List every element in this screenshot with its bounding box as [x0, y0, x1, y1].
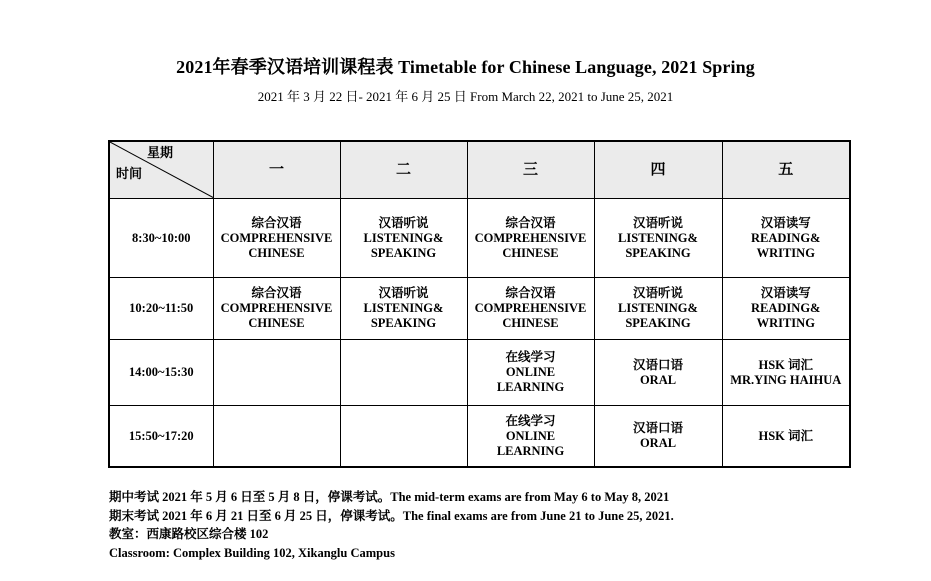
course-text: 综合汉语 [251, 215, 302, 230]
course-text: SPEAKING [625, 316, 691, 330]
course-text: 汉语听说 [378, 215, 429, 230]
course-text: READING& [751, 230, 821, 245]
corner-weekday-label: 星期 [147, 145, 174, 160]
classroom-cn: 教室：西康路校区综合楼 102 [109, 527, 269, 541]
course-cell [722, 406, 850, 468]
day-header: 四 [594, 141, 722, 199]
course-cell [467, 278, 594, 340]
course-text: CHINESE [502, 316, 559, 330]
course-text: 综合汉语 [251, 286, 302, 300]
course-text: LEARNING [496, 443, 565, 458]
time-slot: 8:30~10:00 [109, 199, 213, 278]
course-text: 汉语口语 [632, 421, 683, 435]
course-text: 在线学习 [505, 350, 556, 364]
final-note: 期末考试 2021 年 6 月 21 日至 6 月 25 日，停课考试。The final exams are from June 21 to June 25, 2021. [109, 508, 674, 523]
course-cell [594, 340, 722, 406]
course-cell [594, 406, 722, 468]
course-text: LEARNING [496, 380, 565, 394]
course-text: LISTENING& [363, 230, 444, 245]
course-cell [722, 199, 850, 278]
empty-cell [213, 406, 340, 468]
timetable [108, 140, 851, 468]
classroom-en: Classroom: Complex Building 102, Xikanglu Campus [109, 545, 395, 560]
date-range: 2021 年 3 月 22 日- 2021 年 6 月 25 日 From March 22, 2021 to June 25, 2021 [257, 89, 674, 104]
day-header: 二 [340, 141, 467, 199]
page-title: 2021年春季汉语培训课程表 Timetable for Chinese Language, 2021 Spring [176, 57, 755, 77]
course-cell [594, 278, 722, 340]
course-text: ONLINE [505, 428, 556, 443]
course-cell [594, 199, 722, 278]
course-text: 汉语听说 [632, 215, 683, 230]
course-text: 汉语听说 [378, 286, 429, 300]
course-text: CHINESE [248, 316, 305, 330]
course-text: 在线学习 [505, 413, 556, 428]
course-cell [722, 278, 850, 340]
course-cell [722, 340, 850, 406]
course-text: SPEAKING [625, 245, 691, 260]
course-text: 汉语听说 [632, 286, 683, 300]
time-slot: 15:50~17:20 [109, 406, 213, 468]
course-text: ORAL [639, 372, 677, 387]
course-text: READING& [751, 301, 821, 315]
course-text: COMPREHENSIVE [220, 301, 333, 315]
course-text: 汉语口语 [632, 357, 683, 372]
table-row [109, 278, 850, 340]
course-text: 综合汉语 [505, 215, 556, 230]
course-text: 汉语读写 [760, 286, 811, 300]
course-cell [213, 199, 340, 278]
course-cell [213, 278, 340, 340]
course-text: HSK 词汇 [758, 357, 814, 372]
day-header: 五 [722, 141, 850, 199]
time-slot: 14:00~15:30 [109, 340, 213, 406]
course-text: SPEAKING [370, 245, 437, 260]
course-text: LISTENING& [618, 230, 698, 245]
course-text: COMPREHENSIVE [220, 230, 333, 245]
time-slot: 10:20~11:50 [109, 278, 213, 340]
course-text: ONLINE [505, 365, 556, 379]
course-cell [467, 406, 594, 468]
corner-time-label: 时间 [116, 166, 143, 181]
course-text: SPEAKING [370, 316, 437, 330]
course-text: COMPREHENSIVE [474, 230, 587, 245]
course-text: 汉语读写 [760, 215, 811, 230]
course-text: LISTENING& [618, 301, 698, 315]
course-text: CHINESE [248, 245, 305, 260]
header-row [109, 141, 850, 199]
course-text: HSK 词汇 [758, 428, 814, 443]
midterm-note: 期中考试 2021 年 5 月 6 日至 5 月 8 日，停课考试。The mid-term exams are from May 6 to May 8, 2021 [109, 490, 670, 504]
corner-header [109, 141, 213, 199]
day-header: 三 [467, 141, 594, 199]
course-text: WRITING [756, 245, 815, 260]
day-header: 一 [213, 141, 340, 199]
table-row [109, 199, 850, 278]
course-text: 综合汉语 [505, 286, 556, 300]
course-cell [467, 199, 594, 278]
course-cell [467, 340, 594, 406]
course-text: WRITING [756, 316, 815, 330]
course-cell [340, 199, 467, 278]
table-row [109, 406, 850, 468]
empty-cell [340, 406, 467, 468]
course-text: COMPREHENSIVE [474, 301, 587, 315]
footer-notes [109, 488, 674, 562]
course-text: MR.YING HAIHUA [730, 372, 842, 387]
table-row [109, 340, 850, 406]
course-text: CHINESE [502, 245, 559, 260]
course-cell [340, 278, 467, 340]
course-text: ORAL [639, 436, 677, 450]
course-text: LISTENING& [363, 301, 444, 315]
empty-cell [213, 340, 340, 406]
empty-cell [340, 340, 467, 406]
